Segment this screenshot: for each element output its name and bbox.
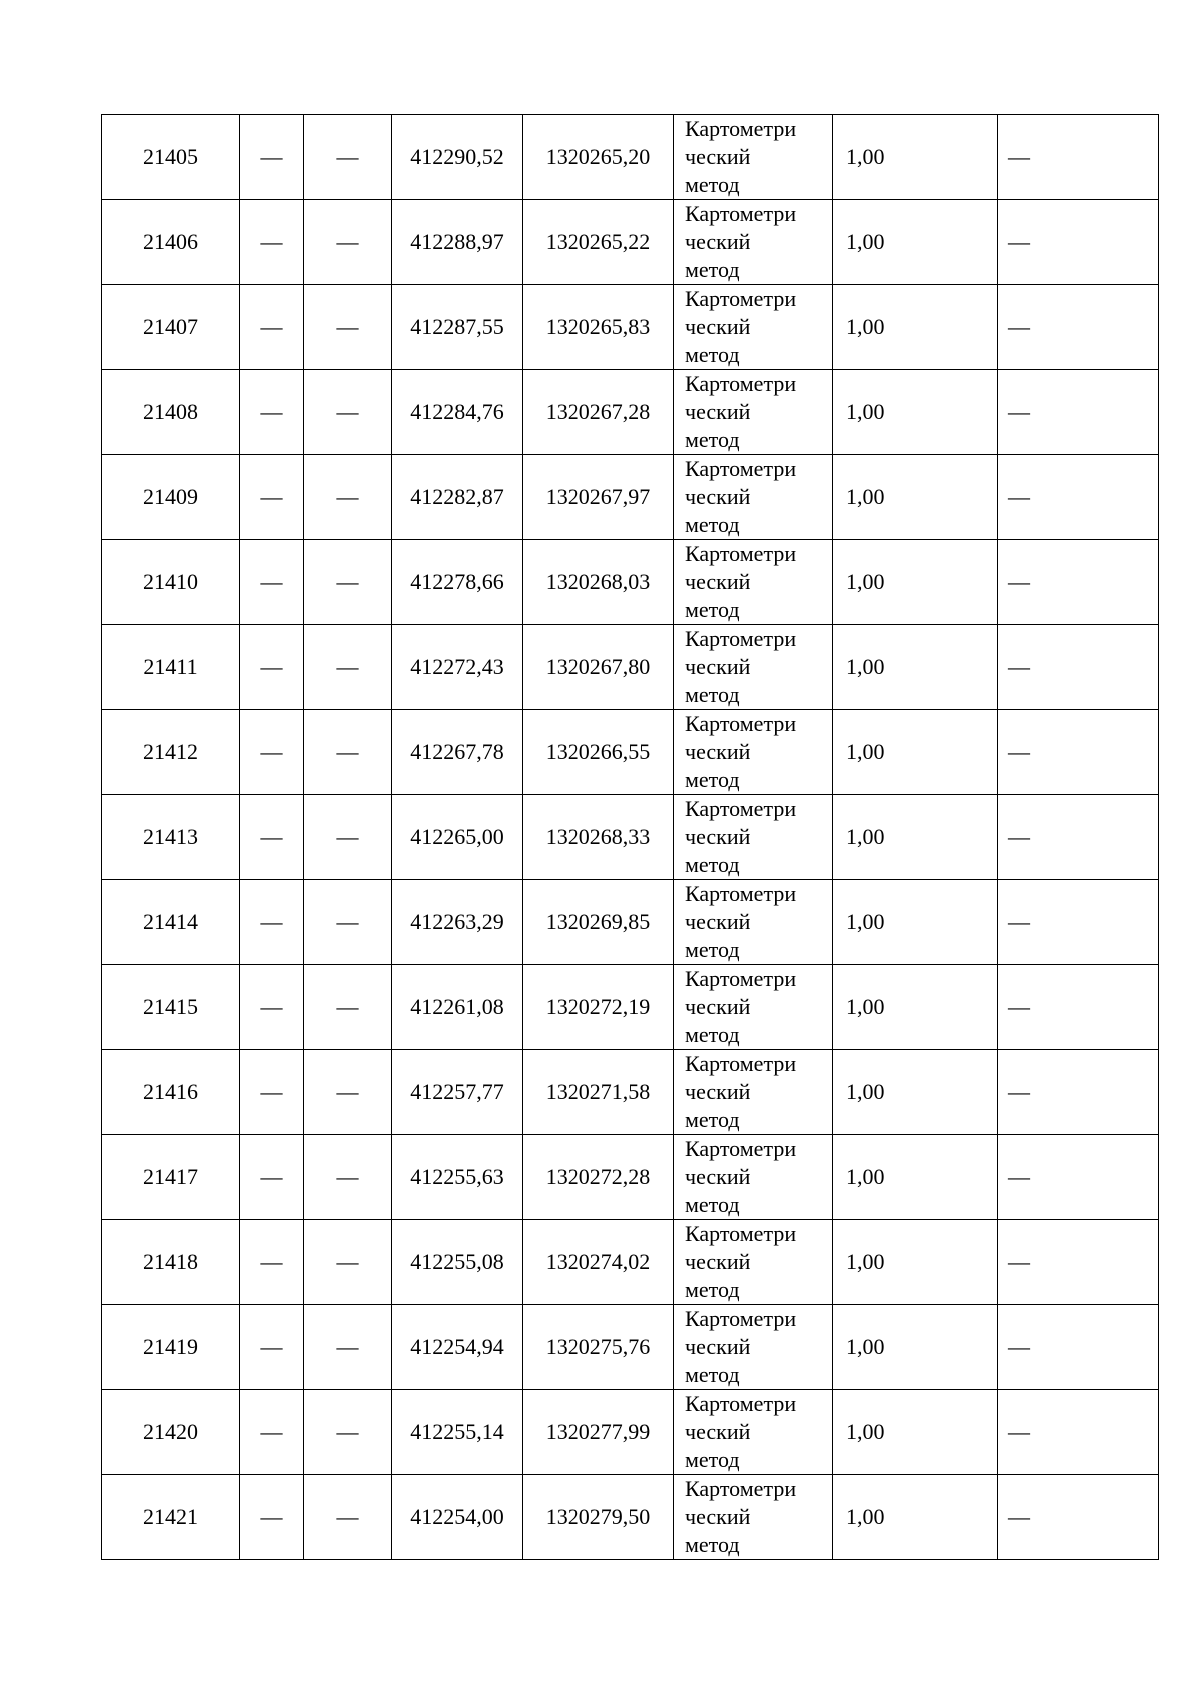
empty-dash-cell: —: [304, 795, 392, 880]
method-text-line: метод: [685, 427, 740, 452]
table-row: [102, 1220, 1159, 1305]
point-number-cell: 21407: [102, 285, 240, 370]
coordinate-x-cell: 412284,76: [392, 370, 523, 455]
table-row: [102, 1390, 1159, 1475]
method-text-line: метод: [685, 1277, 740, 1302]
empty-dash-cell: —: [304, 710, 392, 795]
empty-dash-cell: —: [240, 1135, 304, 1220]
coordinate-y-cell: 1320272,28: [523, 1135, 674, 1220]
coordinate-y-cell: 1320267,80: [523, 625, 674, 710]
point-number-cell: 21412: [102, 710, 240, 795]
method-text-line: метод: [685, 172, 740, 197]
coordinate-y-cell: 1320269,85: [523, 880, 674, 965]
empty-dash-cell: —: [998, 115, 1159, 200]
method-cell: [674, 455, 833, 540]
coordinate-x-cell: 412255,14: [392, 1390, 523, 1475]
empty-dash-cell: —: [240, 965, 304, 1050]
accuracy-cell: 1,00: [833, 710, 998, 795]
method-cell: [674, 200, 833, 285]
empty-dash-cell: —: [998, 540, 1159, 625]
coordinate-y-cell: 1320265,20: [523, 115, 674, 200]
method-text-line: ческий: [685, 1164, 751, 1189]
empty-dash-cell: —: [998, 625, 1159, 710]
method-text-line: Картометри: [685, 116, 797, 141]
method-text-line: Картометри: [685, 1136, 797, 1161]
method-text-line: ческий: [685, 1504, 751, 1529]
accuracy-cell: 1,00: [833, 965, 998, 1050]
empty-dash-cell: —: [998, 200, 1159, 285]
accuracy-cell: 1,00: [833, 200, 998, 285]
method-text-line: Картометри: [685, 711, 797, 736]
method-cell: [674, 1390, 833, 1475]
accuracy-cell: 1,00: [833, 1475, 998, 1560]
empty-dash-cell: —: [240, 1390, 304, 1475]
coordinate-x-cell: 412265,00: [392, 795, 523, 880]
point-number-cell: 21416: [102, 1050, 240, 1135]
point-number-cell: 21413: [102, 795, 240, 880]
table-row: [102, 370, 1159, 455]
coordinate-x-cell: 412261,08: [392, 965, 523, 1050]
point-number-cell: 21411: [102, 625, 240, 710]
coordinate-y-cell: 1320277,99: [523, 1390, 674, 1475]
empty-dash-cell: —: [240, 115, 304, 200]
method-cell: [674, 1135, 833, 1220]
method-text-line: Картометри: [685, 881, 797, 906]
empty-dash-cell: —: [240, 795, 304, 880]
coordinate-y-cell: 1320265,83: [523, 285, 674, 370]
table-row: [102, 710, 1159, 795]
method-text-line: ческий: [685, 1419, 751, 1444]
empty-dash-cell: —: [240, 880, 304, 965]
point-number-cell: 21420: [102, 1390, 240, 1475]
accuracy-cell: 1,00: [833, 1390, 998, 1475]
table-row: [102, 455, 1159, 540]
method-cell: [674, 1050, 833, 1135]
empty-dash-cell: —: [998, 1050, 1159, 1135]
method-cell: [674, 285, 833, 370]
accuracy-cell: 1,00: [833, 1220, 998, 1305]
method-text-line: метод: [685, 512, 740, 537]
empty-dash-cell: —: [304, 965, 392, 1050]
method-text-line: Картометри: [685, 1221, 797, 1246]
empty-dash-cell: —: [998, 455, 1159, 540]
empty-dash-cell: —: [240, 370, 304, 455]
method-text-line: метод: [685, 1362, 740, 1387]
accuracy-cell: 1,00: [833, 115, 998, 200]
method-text-line: Картометри: [685, 286, 797, 311]
method-text-line: метод: [685, 1532, 740, 1557]
method-cell: [674, 370, 833, 455]
empty-dash-cell: —: [304, 1305, 392, 1390]
coordinate-x-cell: 412287,55: [392, 285, 523, 370]
method-text-line: ческий: [685, 994, 751, 1019]
coordinate-x-cell: 412263,29: [392, 880, 523, 965]
empty-dash-cell: —: [304, 625, 392, 710]
coordinate-y-cell: 1320267,28: [523, 370, 674, 455]
coordinate-y-cell: 1320265,22: [523, 200, 674, 285]
empty-dash-cell: —: [304, 1475, 392, 1560]
method-text-line: ческий: [685, 1079, 751, 1104]
point-number-cell: 21408: [102, 370, 240, 455]
method-cell: [674, 880, 833, 965]
method-text-line: Картометри: [685, 371, 797, 396]
accuracy-cell: 1,00: [833, 880, 998, 965]
accuracy-cell: 1,00: [833, 370, 998, 455]
method-text-line: метод: [685, 1447, 740, 1472]
coordinate-x-cell: 412254,94: [392, 1305, 523, 1390]
accuracy-cell: 1,00: [833, 1305, 998, 1390]
coordinate-y-cell: 1320272,19: [523, 965, 674, 1050]
point-number-cell: 21409: [102, 455, 240, 540]
table-row: [102, 285, 1159, 370]
method-text-line: метод: [685, 597, 740, 622]
coordinate-x-cell: 412288,97: [392, 200, 523, 285]
empty-dash-cell: —: [240, 1475, 304, 1560]
empty-dash-cell: —: [304, 1220, 392, 1305]
method-cell: [674, 625, 833, 710]
coordinate-x-cell: 412257,77: [392, 1050, 523, 1135]
method-cell: [674, 795, 833, 880]
point-number-cell: 21406: [102, 200, 240, 285]
empty-dash-cell: —: [998, 965, 1159, 1050]
coordinate-y-cell: 1320279,50: [523, 1475, 674, 1560]
table-body: [102, 115, 1159, 1560]
coordinate-x-cell: 412272,43: [392, 625, 523, 710]
method-cell: [674, 965, 833, 1050]
coordinate-x-cell: 412255,63: [392, 1135, 523, 1220]
coordinate-x-cell: 412255,08: [392, 1220, 523, 1305]
coordinate-x-cell: 412278,66: [392, 540, 523, 625]
method-text-line: метод: [685, 1192, 740, 1217]
point-number-cell: 21421: [102, 1475, 240, 1560]
table-row: [102, 115, 1159, 200]
method-text-line: ческий: [685, 739, 751, 764]
method-cell: [674, 115, 833, 200]
point-number-cell: 21418: [102, 1220, 240, 1305]
method-text-line: ческий: [685, 144, 751, 169]
method-cell: [674, 1475, 833, 1560]
coordinate-y-cell: 1320271,58: [523, 1050, 674, 1135]
empty-dash-cell: —: [240, 1220, 304, 1305]
point-number-cell: 21405: [102, 115, 240, 200]
coordinate-y-cell: 1320268,03: [523, 540, 674, 625]
method-text-line: метод: [685, 1022, 740, 1047]
accuracy-cell: 1,00: [833, 455, 998, 540]
table-row: [102, 625, 1159, 710]
method-text-line: Картометри: [685, 541, 797, 566]
method-cell: [674, 1220, 833, 1305]
coordinate-x-cell: 412290,52: [392, 115, 523, 200]
point-number-cell: 21410: [102, 540, 240, 625]
empty-dash-cell: —: [998, 285, 1159, 370]
point-number-cell: 21417: [102, 1135, 240, 1220]
method-text-line: метод: [685, 937, 740, 962]
table-row: [102, 965, 1159, 1050]
table-row: [102, 1135, 1159, 1220]
method-cell: [674, 710, 833, 795]
table-row: [102, 795, 1159, 880]
empty-dash-cell: —: [998, 795, 1159, 880]
accuracy-cell: 1,00: [833, 540, 998, 625]
empty-dash-cell: —: [998, 1135, 1159, 1220]
method-text-line: Картометри: [685, 966, 797, 991]
empty-dash-cell: —: [240, 1050, 304, 1135]
empty-dash-cell: —: [304, 1050, 392, 1135]
coordinates-table: [101, 114, 1159, 1560]
empty-dash-cell: —: [304, 1390, 392, 1475]
empty-dash-cell: —: [998, 370, 1159, 455]
method-text-line: ческий: [685, 654, 751, 679]
point-number-cell: 21414: [102, 880, 240, 965]
coordinate-x-cell: 412267,78: [392, 710, 523, 795]
method-text-line: метод: [685, 257, 740, 282]
method-text-line: ческий: [685, 909, 751, 934]
method-text-line: ческий: [685, 1249, 751, 1274]
method-text-line: ческий: [685, 1334, 751, 1359]
empty-dash-cell: —: [998, 1475, 1159, 1560]
method-text-line: метод: [685, 852, 740, 877]
method-text-line: Картометри: [685, 796, 797, 821]
coordinate-x-cell: 412282,87: [392, 455, 523, 540]
method-text-line: ческий: [685, 229, 751, 254]
accuracy-cell: 1,00: [833, 1050, 998, 1135]
empty-dash-cell: —: [998, 880, 1159, 965]
empty-dash-cell: —: [240, 455, 304, 540]
accuracy-cell: 1,00: [833, 285, 998, 370]
method-text-line: метод: [685, 1107, 740, 1132]
coordinate-y-cell: 1320274,02: [523, 1220, 674, 1305]
table-row: [102, 1050, 1159, 1135]
empty-dash-cell: —: [304, 115, 392, 200]
method-text-line: Картометри: [685, 1051, 797, 1076]
method-text-line: Картометри: [685, 1306, 797, 1331]
method-text-line: Картометри: [685, 626, 797, 651]
point-number-cell: 21415: [102, 965, 240, 1050]
coordinate-y-cell: 1320268,33: [523, 795, 674, 880]
empty-dash-cell: —: [998, 1305, 1159, 1390]
method-text-line: Картометри: [685, 1391, 797, 1416]
table-row: [102, 1305, 1159, 1390]
method-cell: [674, 1305, 833, 1390]
method-text-line: ческий: [685, 314, 751, 339]
empty-dash-cell: —: [304, 540, 392, 625]
table-row: [102, 880, 1159, 965]
method-text-line: ческий: [685, 399, 751, 424]
method-text-line: ческий: [685, 824, 751, 849]
method-text-line: ческий: [685, 484, 751, 509]
empty-dash-cell: —: [240, 285, 304, 370]
empty-dash-cell: —: [304, 1135, 392, 1220]
empty-dash-cell: —: [240, 710, 304, 795]
empty-dash-cell: —: [240, 1305, 304, 1390]
empty-dash-cell: —: [240, 625, 304, 710]
coordinate-x-cell: 412254,00: [392, 1475, 523, 1560]
empty-dash-cell: —: [240, 540, 304, 625]
accuracy-cell: 1,00: [833, 795, 998, 880]
table-row: [102, 540, 1159, 625]
method-text-line: метод: [685, 682, 740, 707]
empty-dash-cell: —: [240, 200, 304, 285]
table-row: [102, 200, 1159, 285]
method-text-line: метод: [685, 342, 740, 367]
method-text-line: ческий: [685, 569, 751, 594]
coordinate-y-cell: 1320275,76: [523, 1305, 674, 1390]
method-text-line: Картометри: [685, 456, 797, 481]
empty-dash-cell: —: [304, 455, 392, 540]
empty-dash-cell: —: [998, 710, 1159, 795]
empty-dash-cell: —: [304, 370, 392, 455]
point-number-cell: 21419: [102, 1305, 240, 1390]
accuracy-cell: 1,00: [833, 625, 998, 710]
coordinate-y-cell: 1320266,55: [523, 710, 674, 795]
method-text-line: Картометри: [685, 1476, 797, 1501]
table-row: [102, 1475, 1159, 1560]
empty-dash-cell: —: [304, 285, 392, 370]
empty-dash-cell: —: [998, 1220, 1159, 1305]
method-text-line: метод: [685, 767, 740, 792]
coordinate-y-cell: 1320267,97: [523, 455, 674, 540]
method-text-line: Картометри: [685, 201, 797, 226]
empty-dash-cell: —: [304, 880, 392, 965]
accuracy-cell: 1,00: [833, 1135, 998, 1220]
method-cell: [674, 540, 833, 625]
empty-dash-cell: —: [304, 200, 392, 285]
empty-dash-cell: —: [998, 1390, 1159, 1475]
